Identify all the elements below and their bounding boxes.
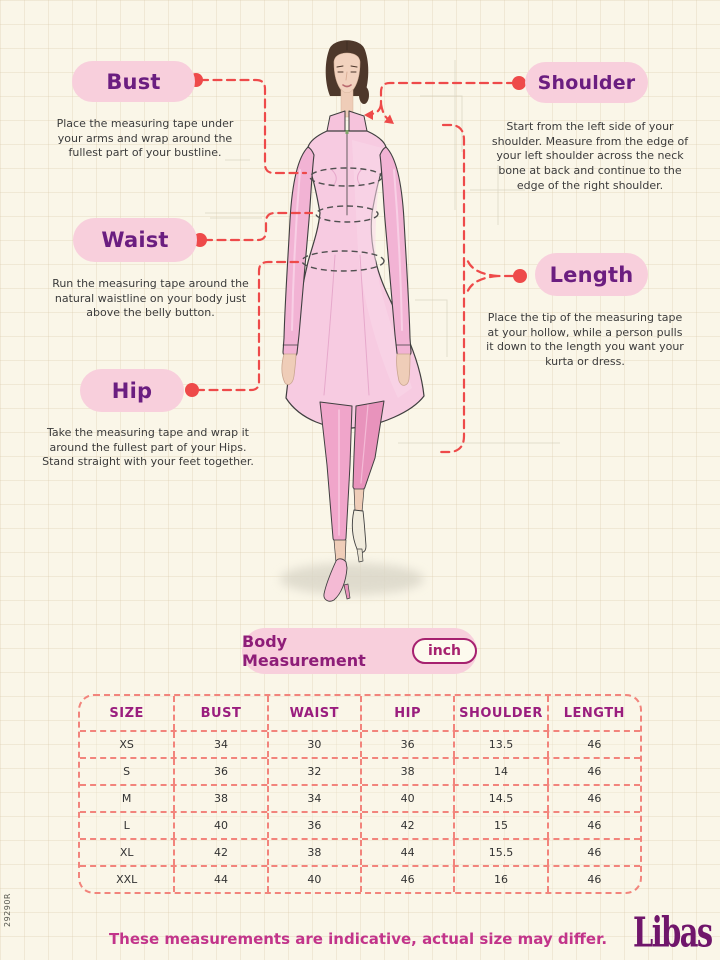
bust-label: Bust (106, 69, 161, 94)
shoulder-arrowhead-right (384, 115, 394, 125)
shoulder-description: Start from the left side of your shoulder. Measure from the edge of your left shoulder across the neck bone at back and continue to the edge of the right shoulder. (491, 120, 689, 192)
cell-shoulder: 16 (453, 867, 546, 892)
cell-waist: 38 (267, 840, 360, 865)
table-row-xs (80, 730, 640, 757)
cell-waist: 34 (267, 786, 360, 811)
table-row-l (80, 811, 640, 838)
shoulder-arrow-left (371, 104, 381, 114)
cell-size: M (121, 792, 132, 805)
shoulder-label: Shoulder (537, 71, 636, 94)
cell-size: XXL (116, 873, 138, 886)
shoulder-connector-line (381, 83, 515, 104)
floor-shadow (280, 563, 424, 595)
length-connector-line (438, 125, 464, 452)
sketch-lines (205, 60, 560, 443)
col-header-hip: HIP (360, 696, 453, 730)
cell-waist: 36 (267, 813, 360, 838)
table-row-s (80, 757, 640, 784)
waist-label: Waist (101, 228, 169, 252)
disclaimer-note: These measurements are indicative, actual size may differ. (108, 930, 608, 948)
cell-size: S (123, 765, 131, 778)
cell-waist: 32 (267, 759, 360, 784)
size-table-header-row (80, 696, 640, 730)
cell-waist: 40 (267, 867, 360, 892)
cell-length: 46 (547, 840, 640, 865)
brand-logo: Libas (633, 908, 712, 957)
col-header-size: SIZE (109, 705, 144, 721)
cell-length: 46 (547, 867, 640, 892)
cell-waist: 30 (267, 732, 360, 757)
hip-label: Hip (111, 378, 153, 403)
cell-hip: 44 (360, 840, 453, 865)
waist-description: Run the measuring tape around the natural waistline on your body just above the belly button. (52, 277, 249, 320)
bust-description: Place the measuring tape under your arms and wrap around the fullest part of your bustline. (56, 117, 234, 160)
cell-length: 46 (547, 813, 640, 838)
cell-hip: 38 (360, 759, 453, 784)
col-header-length: LENGTH (547, 696, 640, 730)
bust-measure-ellipse (310, 168, 382, 186)
unit-toggle-inch[interactable]: inch (412, 638, 477, 664)
table-row-m (80, 784, 640, 811)
hip-callout-pill (80, 369, 184, 412)
cell-bust: 36 (173, 759, 266, 784)
size-table (78, 694, 642, 894)
cell-bust: 38 (173, 786, 266, 811)
hip-connector-dot (185, 383, 199, 397)
waist-callout-pill (73, 218, 197, 262)
col-header-waist: WAIST (267, 696, 360, 730)
cell-bust: 42 (173, 840, 266, 865)
body-measurement-title: Body Measurement (242, 632, 366, 670)
cell-shoulder: 14.5 (453, 786, 546, 811)
cell-bust: 44 (173, 867, 266, 892)
table-row-xl (80, 838, 640, 865)
bust-callout-pill (72, 61, 195, 102)
length-connector-dot (513, 269, 527, 283)
shoulder-arrowhead-left (364, 110, 373, 120)
cell-length: 46 (547, 732, 640, 757)
length-description: Place the tip of the measuring tape at your hollow, while a person pulls it down to the length you want your kurta or dress. (486, 311, 684, 368)
hip-description: Take the measuring tape and wrap it around the fullest part of your Hips. Stand straight with your feet together. (42, 426, 254, 469)
cell-hip: 42 (360, 813, 453, 838)
col-header-bust: BUST (173, 696, 266, 730)
cell-hip: 40 (360, 786, 453, 811)
cell-length: 46 (547, 786, 640, 811)
shoulder-callout-pill (525, 62, 648, 103)
cell-shoulder: 15 (453, 813, 546, 838)
mannequin (282, 40, 424, 601)
shoulder-arrow-right (381, 104, 389, 120)
cell-size: XL (119, 846, 134, 859)
hip-measure-ellipse (302, 251, 384, 271)
cell-bust: 34 (173, 732, 266, 757)
side-code: 29290R (3, 893, 12, 928)
waist-connector-line (204, 213, 312, 240)
shoulder-connector-dot (512, 76, 526, 90)
cell-hip: 36 (360, 732, 453, 757)
col-header-shoulder: SHOULDER (453, 696, 546, 730)
length-label: Length (549, 262, 634, 287)
body-measurement-bar (242, 628, 477, 674)
waist-measure-ellipse (316, 206, 378, 222)
length-callout-pill (535, 253, 648, 296)
cell-size: XS (119, 738, 134, 751)
length-connector-brace (467, 259, 513, 293)
cell-shoulder: 15.5 (453, 840, 546, 865)
cell-bust: 40 (173, 813, 266, 838)
cell-shoulder: 14 (453, 759, 546, 784)
cell-shoulder: 13.5 (453, 732, 546, 757)
cell-size: L (123, 819, 130, 832)
table-row-xxl (80, 865, 640, 892)
cell-length: 46 (547, 759, 640, 784)
cell-hip: 46 (360, 867, 453, 892)
